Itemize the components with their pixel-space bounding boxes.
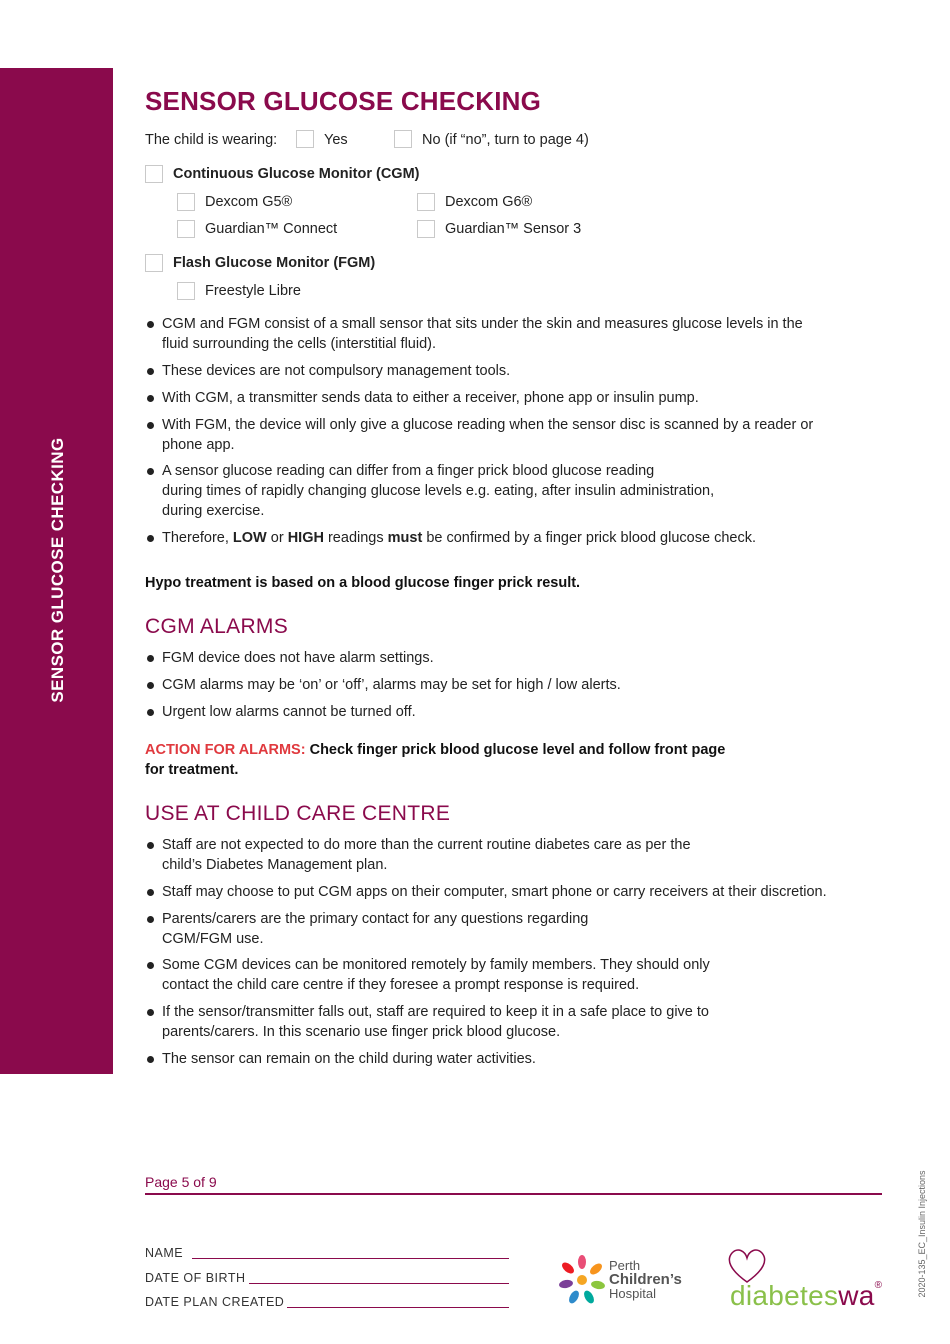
list-item: A sensor glucose reading can differ from a finger prick blood glucose reading during times of rapidly changing glucose levels e.g. eating, after insulin administration, during exercise. bbox=[145, 461, 890, 521]
bullet-icon bbox=[147, 535, 154, 542]
childcare-heading: USE AT CHILD CARE CENTRE bbox=[145, 802, 451, 825]
list-item: If the sensor/transmitter falls out, staff are required to keep it in a safe place to give to parents/carers. In this scenario use finger prick blood glucose. bbox=[145, 1002, 890, 1042]
alarms-action: ACTION FOR ALARMS: Check finger prick blood glucose level and follow front page for treatment. bbox=[145, 742, 726, 778]
bullet-icon bbox=[147, 682, 154, 689]
cgm-label: Continuous Glucose Monitor (CGM) bbox=[173, 166, 420, 182]
name-field-label: NAME bbox=[145, 1246, 184, 1260]
bullet-icon bbox=[147, 395, 154, 402]
wearing-yes-checkbox[interactable] bbox=[296, 130, 314, 148]
dexcom-g5-label: Dexcom G5® bbox=[205, 194, 293, 210]
freestyle-libre-label: Freestyle Libre bbox=[205, 283, 301, 299]
name-field[interactable] bbox=[192, 1258, 509, 1259]
list-item: CGM and FGM consist of a small sensor that sits under the skin and measures glucose levels in the fluid surrounding the cells (interstitial fluid). bbox=[145, 314, 890, 354]
sidebar-label: SENSOR GLUCOSE CHECKING bbox=[48, 437, 67, 703]
bullet-icon bbox=[147, 1009, 154, 1016]
diabetes-wa-logo: diabeteswa® bbox=[730, 1280, 883, 1311]
page-title: SENSOR GLUCOSE CHECKING bbox=[145, 86, 542, 116]
list-item: The sensor can remain on the child during water activities. bbox=[145, 1049, 890, 1069]
pch-logo-text: Perth Children’s Hospital bbox=[609, 1258, 682, 1301]
pch-logo-icon bbox=[558, 1252, 606, 1308]
list-item: With CGM, a transmitter sends data to either a receiver, phone app or insulin pump. bbox=[145, 388, 890, 408]
action-label: ACTION FOR ALARMS: bbox=[145, 742, 306, 758]
hypo-note: Hypo treatment is based on a blood glucose finger prick result. bbox=[145, 575, 581, 591]
page-number: Page 5 of 9 bbox=[145, 1174, 217, 1190]
list-item: Urgent low alarms cannot be turned off. bbox=[145, 702, 890, 722]
date-plan-field-label: DATE PLAN CREATED bbox=[145, 1295, 285, 1309]
list-item: Some CGM devices can be monitored remotely by family members. They should only contact the child care centre if they foresee a prompt response is required. bbox=[145, 955, 890, 995]
list-item: CGM alarms may be ‘on’ or ‘off’, alarms may be set for high / low alerts. bbox=[145, 675, 890, 695]
wearing-label: The child is wearing: bbox=[145, 132, 278, 148]
guardian-sensor3-label: Guardian™ Sensor 3 bbox=[445, 221, 582, 237]
freestyle-libre-checkbox[interactable] bbox=[177, 282, 195, 300]
list-item: These devices are not compulsory management tools. bbox=[145, 361, 890, 381]
list-item: Staff may choose to put CGM apps on their computer, smart phone or carry receivers at their discretion. bbox=[145, 882, 890, 902]
wearing-yes-label: Yes bbox=[324, 132, 348, 148]
guardian-connect-label: Guardian™ Connect bbox=[205, 221, 338, 237]
list-item-therefore: Therefore, LOW or HIGH readings must be confirmed by a finger prick blood glucose check. bbox=[145, 528, 890, 548]
bullet-icon bbox=[147, 709, 154, 716]
date-plan-field[interactable] bbox=[287, 1307, 509, 1308]
list-item: Staff are not expected to do more than the current routine diabetes care as per the child’s Diabetes Management plan. bbox=[145, 835, 890, 875]
list-item: Parents/carers are the primary contact for any questions regarding CGM/FGM use. bbox=[145, 909, 890, 949]
alarms-heading: CGM ALARMS bbox=[145, 615, 289, 638]
bullet-icon bbox=[147, 368, 154, 375]
fgm-label: Flash Glucose Monitor (FGM) bbox=[173, 255, 376, 271]
bullet-icon bbox=[147, 422, 154, 429]
dexcom-g6-label: Dexcom G6® bbox=[445, 194, 533, 210]
list-item: FGM device does not have alarm settings. bbox=[145, 648, 890, 668]
bullet-icon bbox=[147, 842, 154, 849]
dob-field[interactable] bbox=[249, 1283, 509, 1284]
bullet-icon bbox=[147, 962, 154, 969]
bullet-icon bbox=[147, 468, 154, 475]
guardian-sensor3-checkbox[interactable] bbox=[417, 220, 435, 238]
cgm-checkbox[interactable] bbox=[145, 165, 163, 183]
document-code: 2020-135_EC_Insulin Injections bbox=[917, 1170, 927, 1298]
dob-field-label: DATE OF BIRTH bbox=[145, 1271, 246, 1285]
dexcom-g5-checkbox[interactable] bbox=[177, 193, 195, 211]
list-item: With FGM, the device will only give a glucose reading when the sensor disc is scanned by a reader or phone app. bbox=[145, 415, 890, 455]
bullet-icon bbox=[147, 321, 154, 328]
guardian-connect-checkbox[interactable] bbox=[177, 220, 195, 238]
wearing-no-label: No (if “no”, turn to page 4) bbox=[422, 132, 589, 148]
bullet-icon bbox=[147, 1056, 154, 1063]
dexcom-g6-checkbox[interactable] bbox=[417, 193, 435, 211]
fgm-checkbox[interactable] bbox=[145, 254, 163, 272]
bullet-icon bbox=[147, 916, 154, 923]
bullet-icon bbox=[147, 655, 154, 662]
bullet-icon bbox=[147, 889, 154, 896]
footer-divider bbox=[145, 1193, 882, 1195]
wearing-no-checkbox[interactable] bbox=[394, 130, 412, 148]
